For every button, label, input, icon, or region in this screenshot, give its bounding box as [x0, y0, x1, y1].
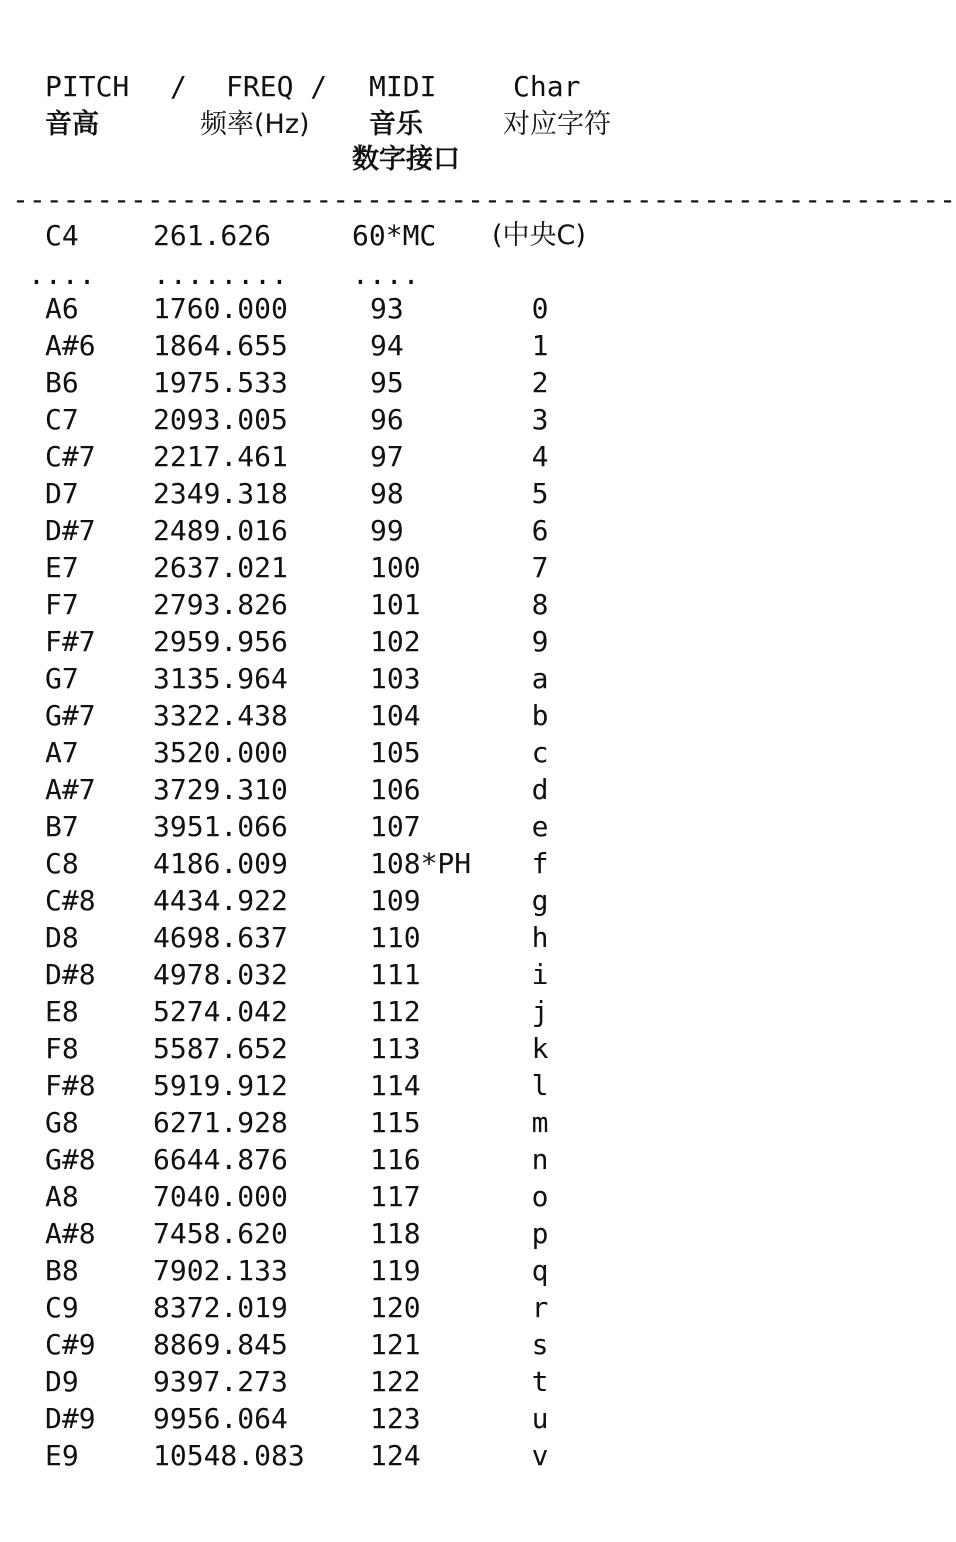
header-slash: /: [170, 70, 187, 103]
char-cell: 5: [531, 477, 549, 510]
pitch-cell: B7: [45, 810, 79, 843]
pitch-cell: A#7: [45, 773, 96, 806]
table-row: [0, 660, 782, 697]
midi-cell: 98: [370, 477, 404, 510]
midi-cell: 104: [370, 699, 421, 732]
pitch-cell: D#9: [45, 1402, 96, 1435]
char-cell: 6: [531, 514, 549, 547]
char-cell: h: [531, 921, 549, 954]
freq-cell: 4978.032: [153, 958, 288, 991]
header-midi-en: MIDI: [369, 70, 437, 103]
midi-cell: 117: [370, 1180, 421, 1213]
freq-cell: 5274.042: [153, 995, 288, 1028]
char-cell: d: [531, 773, 549, 806]
middle-c-pitch: C4: [45, 219, 79, 252]
ellipsis-pitch: ....: [28, 258, 96, 291]
freq-cell: 1760.000: [153, 292, 288, 325]
freq-cell: 3520.000: [153, 736, 288, 769]
table-row: [0, 290, 782, 327]
freq-cell: 5919.912: [153, 1069, 288, 1102]
pitch-cell: C#9: [45, 1328, 96, 1361]
table-row: [0, 1437, 782, 1474]
freq-cell: 2959.956: [153, 625, 288, 658]
header-midi-zh: 音乐: [369, 109, 423, 140]
midi-cell: 95: [370, 366, 404, 399]
midi-cell: 121: [370, 1328, 421, 1361]
freq-cell: 6644.876: [153, 1143, 288, 1176]
freq-cell: 7458.620: [153, 1217, 288, 1250]
char-cell: 0: [531, 292, 549, 325]
pitch-cell: F7: [45, 588, 79, 621]
table-row: [0, 364, 782, 401]
char-cell: j: [531, 995, 549, 1028]
midi-cell: 107: [370, 810, 421, 843]
char-cell: p: [531, 1217, 549, 1250]
char-cell: e: [531, 810, 549, 843]
midi-cell: 94: [370, 329, 404, 362]
freq-cell: 2793.826: [153, 588, 288, 621]
pitch-cell: C#7: [45, 440, 96, 473]
header-divider: --------------------------------------------------------: [12, 183, 956, 216]
pitch-cell: D8: [45, 921, 79, 954]
pitch-cell: C8: [45, 847, 79, 880]
middle-c-note: (中央C): [492, 220, 586, 251]
midi-cell: 116: [370, 1143, 421, 1176]
midi-cell: 103: [370, 662, 421, 695]
char-cell: r: [531, 1291, 549, 1324]
char-cell: v: [531, 1439, 549, 1472]
midi-cell: 99: [370, 514, 404, 547]
midi-cell: 111: [370, 958, 421, 991]
pitch-cell: B8: [45, 1254, 79, 1287]
char-cell: 9: [531, 625, 549, 658]
table-row: [0, 1363, 782, 1400]
pitch-cell: G7: [45, 662, 79, 695]
pitch-cell: A8: [45, 1180, 79, 1213]
pitch-cell: G#8: [45, 1143, 96, 1176]
table-row: [0, 475, 782, 512]
table-row: [0, 1400, 782, 1437]
char-cell: g: [531, 884, 549, 917]
pitch-cell: F8: [45, 1032, 79, 1065]
pitch-cell: D9: [45, 1365, 79, 1398]
freq-cell: 6271.928: [153, 1106, 288, 1139]
header-midi-zh2: 数字接口: [352, 144, 460, 175]
ellipsis-midi: ....: [352, 258, 420, 291]
freq-cell: 2349.318: [153, 477, 288, 510]
freq-cell: 9956.064: [153, 1402, 288, 1435]
char-cell: s: [531, 1328, 549, 1361]
freq-cell: 1864.655: [153, 329, 288, 362]
table-row: [0, 623, 782, 660]
pitch-cell: A7: [45, 736, 79, 769]
midi-cell: 97: [370, 440, 404, 473]
header-pitch-en: PITCH: [45, 70, 130, 103]
pitch-cell: F#7: [45, 625, 96, 658]
midi-cell: 93: [370, 292, 404, 325]
freq-cell: 2637.021: [153, 551, 288, 584]
midi-cell: 119: [370, 1254, 421, 1287]
table-row: [0, 438, 782, 475]
midi-cell: 112: [370, 995, 421, 1028]
freq-cell: 3322.438: [153, 699, 288, 732]
pitch-cell: E8: [45, 995, 79, 1028]
midi-cell: 106: [370, 773, 421, 806]
char-cell: 3: [531, 403, 549, 436]
midi-cell: 102: [370, 625, 421, 658]
char-cell: o: [531, 1180, 549, 1213]
freq-cell: 2489.016: [153, 514, 288, 547]
pitch-cell: C#8: [45, 884, 96, 917]
table-row: [0, 1067, 782, 1104]
table-row: [0, 697, 782, 734]
char-cell: q: [531, 1254, 549, 1287]
pitch-cell: B6: [45, 366, 79, 399]
table-row: [0, 401, 782, 438]
middle-c-row: [0, 217, 782, 254]
freq-cell: 2093.005: [153, 403, 288, 436]
table-row: [0, 808, 782, 845]
char-cell: n: [531, 1143, 549, 1176]
char-cell: u: [531, 1402, 549, 1435]
table-row: [0, 993, 782, 1030]
midi-cell: 108*PH: [370, 847, 472, 880]
pitch-cell: D#7: [45, 514, 96, 547]
pitch-cell: A6: [45, 292, 79, 325]
table-row: [0, 771, 782, 808]
char-cell: 7: [531, 551, 549, 584]
pitch-cell: C9: [45, 1291, 79, 1324]
char-cell: 2: [531, 366, 549, 399]
middle-c-freq: 261.626: [153, 219, 272, 252]
pitch-cell: D#8: [45, 958, 96, 991]
freq-cell: 3135.964: [153, 662, 288, 695]
char-cell: f: [531, 847, 549, 880]
table-row: [0, 919, 782, 956]
ellipsis-row: [0, 256, 782, 293]
midi-cell: 124: [370, 1439, 421, 1472]
pitch-cell: C7: [45, 403, 79, 436]
middle-c-midi: 60*MC: [352, 219, 437, 252]
pitch-cell: A#8: [45, 1217, 96, 1250]
pitch-cell: G#7: [45, 699, 96, 732]
char-cell: c: [531, 736, 549, 769]
freq-cell: 3729.310: [153, 773, 288, 806]
midi-cell: 113: [370, 1032, 421, 1065]
char-cell: i: [531, 958, 549, 991]
table-row: [0, 549, 782, 586]
char-cell: b: [531, 699, 549, 732]
table-row: [0, 1141, 782, 1178]
freq-cell: 4698.637: [153, 921, 288, 954]
char-cell: 1: [531, 329, 549, 362]
freq-cell: 4186.009: [153, 847, 288, 880]
table-row: [0, 586, 782, 623]
freq-cell: 10548.083: [153, 1439, 305, 1472]
table-row: [0, 956, 782, 993]
table-row: [0, 1030, 782, 1067]
freq-cell: 9397.273: [153, 1365, 288, 1398]
midi-cell: 115: [370, 1106, 421, 1139]
char-cell: a: [531, 662, 549, 695]
freq-cell: 1975.533: [153, 366, 288, 399]
freq-cell: 7902.133: [153, 1254, 288, 1287]
table-row: [0, 1326, 782, 1363]
pitch-cell: E7: [45, 551, 79, 584]
freq-cell: 5587.652: [153, 1032, 288, 1065]
pitch-cell: A#6: [45, 329, 96, 362]
pitch-cell: D7: [45, 477, 79, 510]
char-cell: 4: [531, 440, 549, 473]
pitch-cell: F#8: [45, 1069, 96, 1102]
char-cell: t: [531, 1365, 549, 1398]
table-row: [0, 1104, 782, 1141]
table-row: [0, 882, 782, 919]
midi-cell: 96: [370, 403, 404, 436]
char-cell: m: [531, 1106, 549, 1139]
table-row: [0, 1215, 782, 1252]
midi-cell: 118: [370, 1217, 421, 1250]
header-pitch-zh: 音高: [45, 109, 99, 140]
pitch-cell: G8: [45, 1106, 79, 1139]
midi-cell: 109: [370, 884, 421, 917]
midi-cell: 105: [370, 736, 421, 769]
midi-cell: 114: [370, 1069, 421, 1102]
char-cell: l: [531, 1069, 549, 1102]
char-cell: 8: [531, 588, 549, 621]
table-row: [0, 734, 782, 771]
pitch-cell: E9: [45, 1439, 79, 1472]
midi-cell: 120: [370, 1291, 421, 1324]
freq-cell: 8372.019: [153, 1291, 288, 1324]
freq-cell: 4434.922: [153, 884, 288, 917]
char-cell: k: [531, 1032, 549, 1065]
header-char-en: Char: [513, 70, 581, 103]
table-row: [0, 1289, 782, 1326]
header-freq-zh: 频率(Hz): [200, 109, 310, 140]
header-freq-en: FREQ /: [226, 70, 328, 103]
table-row: [0, 512, 782, 549]
freq-cell: 8869.845: [153, 1328, 288, 1361]
midi-cell: 100: [370, 551, 421, 584]
midi-cell: 101: [370, 588, 421, 621]
header-char-zh: 对应字符: [503, 109, 611, 140]
freq-cell: 2217.461: [153, 440, 288, 473]
midi-cell: 122: [370, 1365, 421, 1398]
midi-cell: 110: [370, 921, 421, 954]
table-row: [0, 1178, 782, 1215]
table-row: [0, 1252, 782, 1289]
table-row: [0, 327, 782, 364]
freq-cell: 7040.000: [153, 1180, 288, 1213]
table-row: [0, 845, 782, 882]
midi-cell: 123: [370, 1402, 421, 1435]
freq-cell: 3951.066: [153, 810, 288, 843]
ellipsis-freq: ........: [153, 258, 288, 291]
